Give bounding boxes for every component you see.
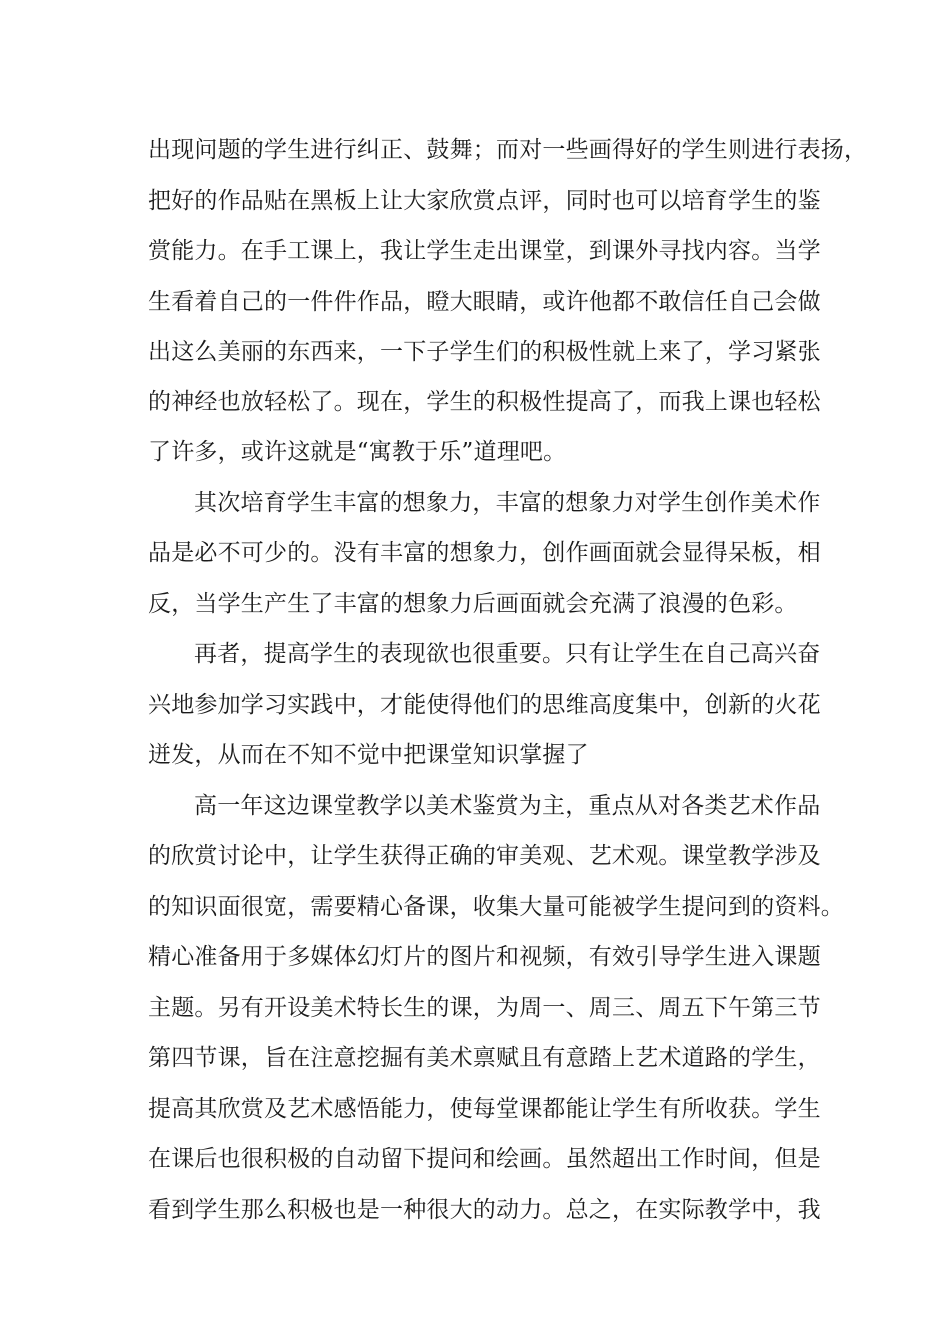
text-line: 赏能力。在手工课上，我让学生走出课堂，到课外寻找内容。当学: [148, 238, 821, 264]
text-line: 主题。另有开设美术特长生的课，为周一、周三、周五下午第三节: [148, 995, 821, 1021]
text-line: 精心准备用于多媒体幻灯片的图片和视频，有效引导学生进入课题: [148, 944, 821, 970]
text-line: 生看着自己的一件件作品，瞪大眼睛，或许他都不敢信任自己会做: [148, 289, 821, 315]
text-line: 第四节课，旨在注意挖掘有美术禀赋且有意踏上艺术道路的学生，: [148, 1045, 821, 1071]
text-line: 在课后也很积极的自动留下提问和绘画。虽然超出工作时间，但是: [148, 1146, 821, 1172]
text-line: 的欣赏讨论中，让学生获得正确的审美观、艺术观。课堂教学涉及: [148, 843, 821, 869]
text-line: 品是必不可少的。没有丰富的想象力，创作画面就会显得呆板，相: [148, 540, 821, 566]
text-line: 看到学生那么积极也是一种很大的动力。总之，在实际教学中，我: [148, 1197, 821, 1223]
text-line: 的神经也放轻松了。现在，学生的积极性提高了，而我上课也轻松: [148, 389, 821, 415]
text-line: 提高其欣赏及艺术感悟能力，使每堂课都能让学生有所收获。学生: [148, 1096, 821, 1122]
text-line: 了许多，或许这就是“寓教于乐”道理吧。: [148, 439, 567, 465]
text-line: 的知识面很宽，需要精心备课，收集大量可能被学生提问到的资料。: [148, 894, 844, 920]
text-line: 出这么美丽的东西来，一下子学生们的积极性就上来了，学习紧张: [148, 339, 821, 365]
paragraph-first-line: 其次培育学生丰富的想象力，丰富的想象力对学生创作美术作: [194, 490, 821, 516]
text-line: 出现问题的学生进行纠正、鼓舞；而对一些画得好的学生则进行表扬，: [148, 137, 868, 163]
paragraph-first-line: 再者，提高学生的表现欲也很重要。只有让学生在自己高兴奋: [194, 641, 821, 667]
paragraph-first-line: 高一年这边课堂教学以美术鉴赏为主，重点从对各类艺术作品: [194, 793, 821, 819]
text-line: 迸发，从而在不知不觉中把课堂知识掌握了: [148, 742, 589, 768]
text-line: 反，当学生产生了丰富的想象力后画面就会充满了浪漫的色彩。: [148, 591, 798, 617]
text-line: 把好的作品贴在黑板上让大家欣赏点评，同时也可以培育学生的鉴: [148, 188, 821, 214]
text-line: 兴地参加学习实践中，才能使得他们的思维高度集中，创新的火花: [148, 692, 821, 718]
